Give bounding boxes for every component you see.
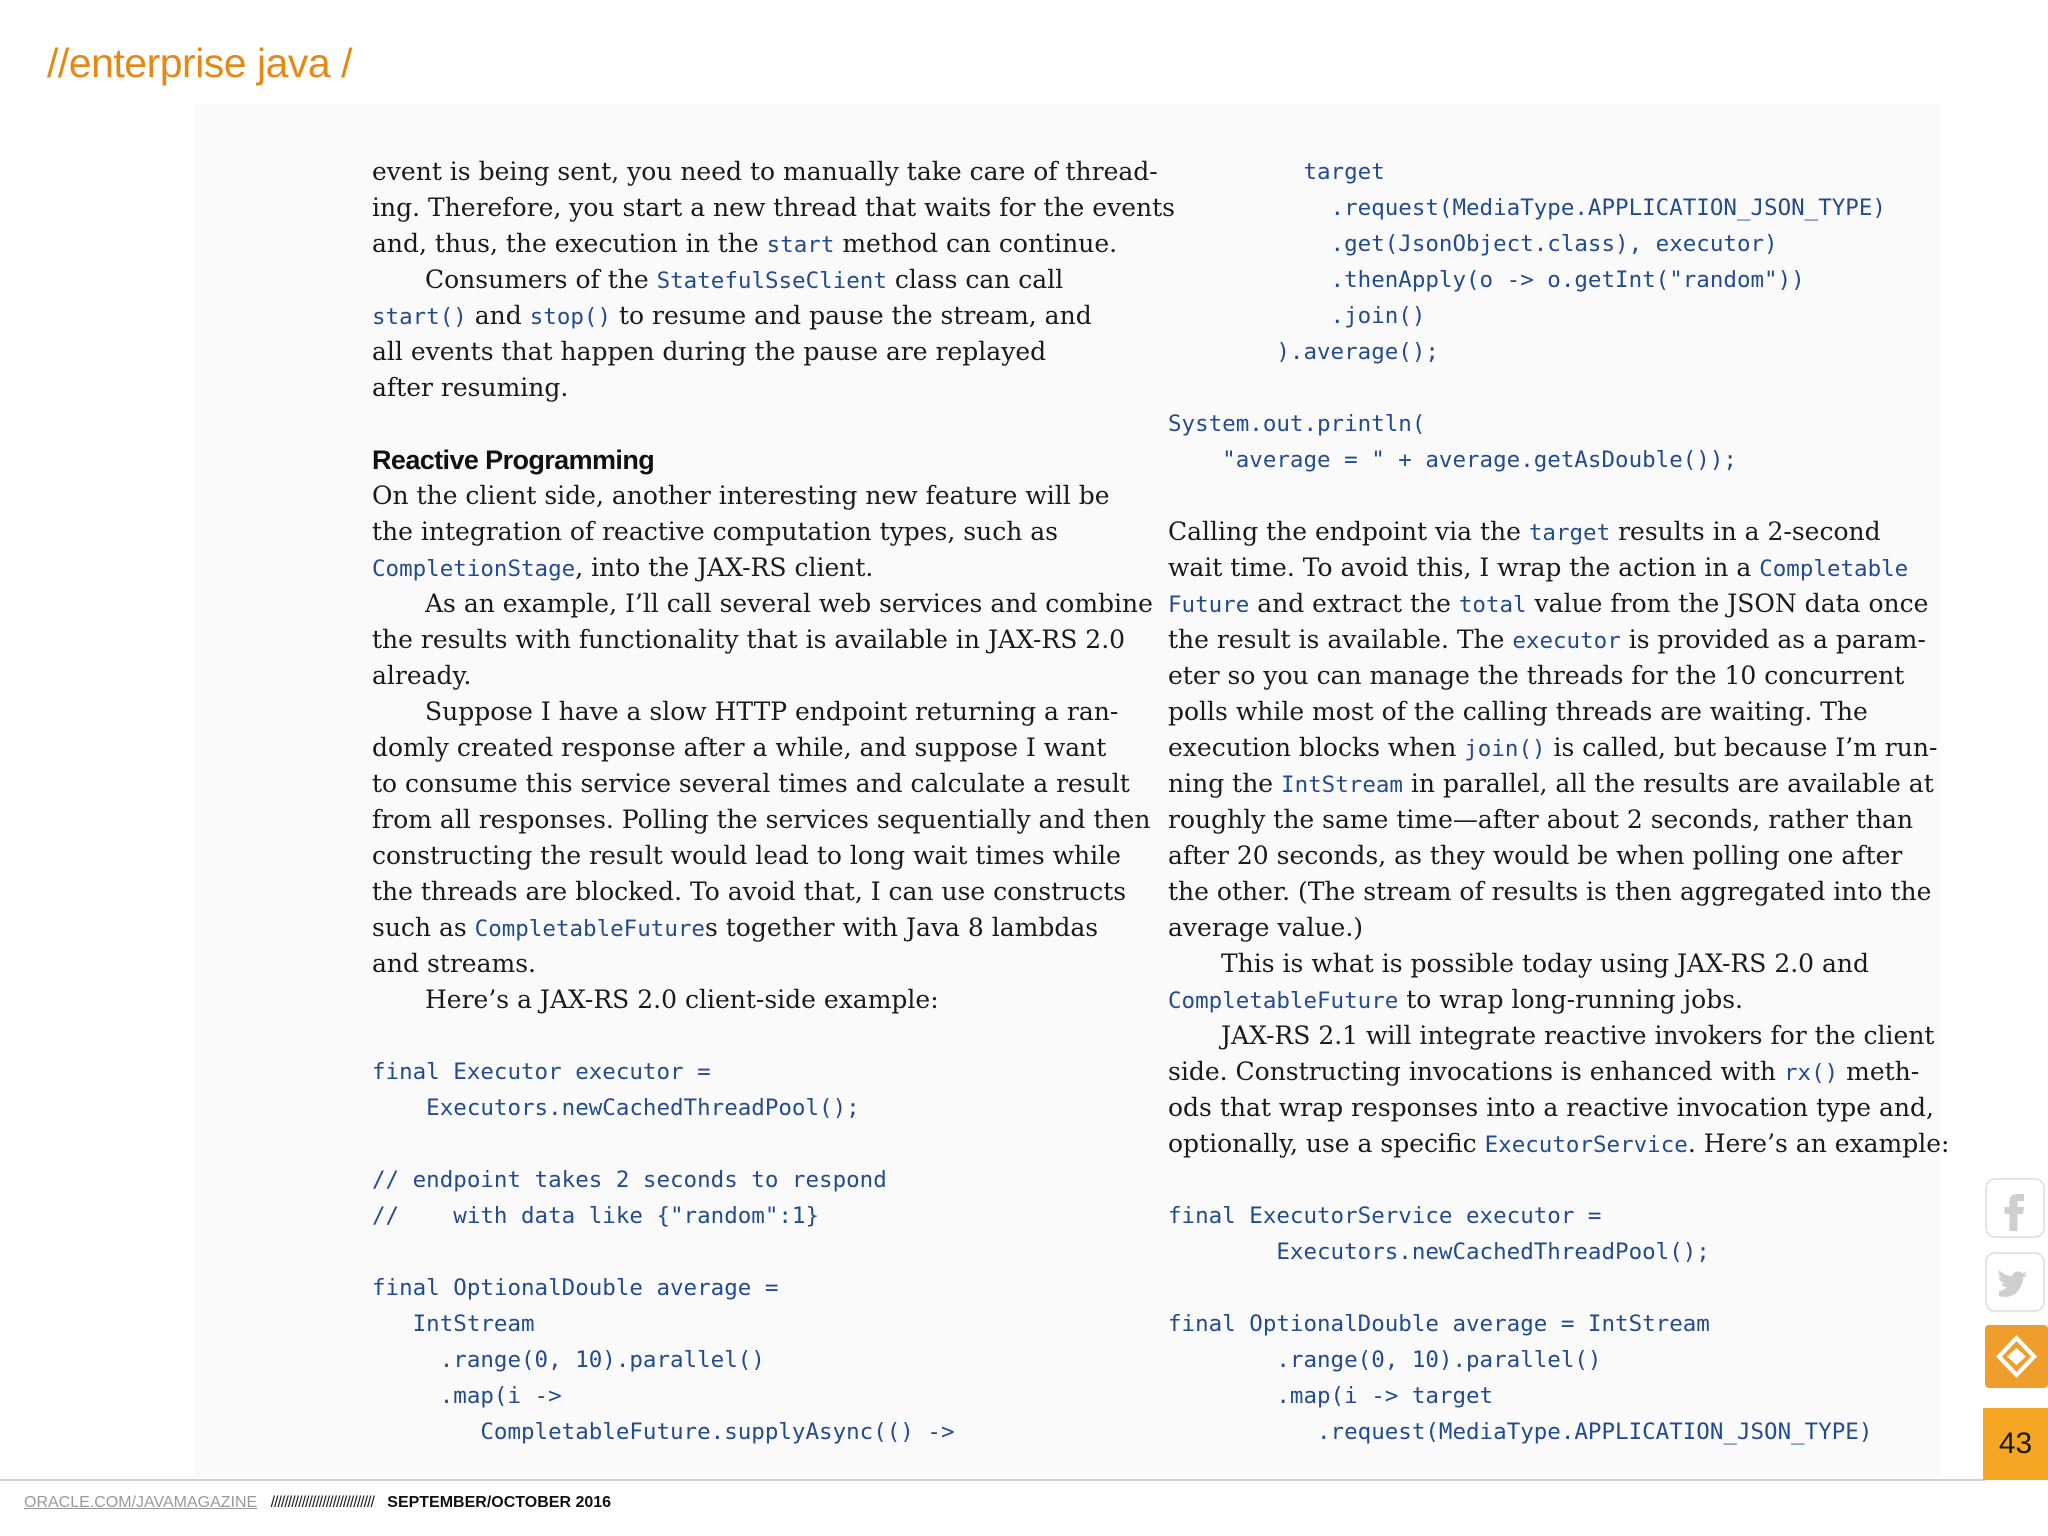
facebook-share-button[interactable] — [1985, 1178, 2045, 1238]
text-line: already. — [372, 661, 472, 690]
text-line: after 20 seconds, as they would be when polling one after — [1168, 841, 1903, 870]
text-line: such as CompletableFutures together with Java 8 lambdas — [372, 913, 1099, 942]
text-line: from all responses. Polling the services sequentially and then — [372, 805, 1151, 834]
code-line: .map(i -> target — [1168, 1383, 1494, 1409]
code-line: .join() — [1168, 303, 1426, 329]
page-number: 43 — [1983, 1408, 2048, 1480]
facebook-icon — [1987, 1180, 2043, 1236]
inline-code: CompletableFuture — [474, 916, 705, 942]
text-line: Suppose I have a slow HTTP endpoint returning a ran- — [425, 697, 1119, 726]
text-line: Calling the endpoint via the target results in a 2-second — [1168, 517, 1881, 546]
inline-code: IntStream — [1281, 772, 1403, 798]
code-line: target — [1168, 159, 1385, 185]
inline-code: Completable — [1759, 556, 1909, 582]
footer — [24, 1494, 611, 1512]
text-line: wait time. To avoid this, I wrap the action in a Completable — [1168, 553, 1909, 582]
code-line — [372, 1126, 1132, 1162]
text-line: average value.) — [1168, 913, 1364, 942]
twitter-share-button[interactable] — [1985, 1252, 2045, 1312]
text-line: the integration of reactive computation types, such as — [372, 517, 1058, 546]
inline-code: target — [1528, 520, 1611, 546]
text-line: CompletableFuture to wrap long-running jobs. — [1168, 985, 1743, 1014]
footer-rule-slashes: ////////////////////////////// — [270, 1494, 374, 1511]
text-line: constructing the result would lead to long wait times while — [372, 841, 1121, 870]
code-line: // endpoint takes 2 seconds to respond — [372, 1167, 887, 1193]
site-link[interactable]: ORACLE.COM/JAVAMAGAZINE — [24, 1494, 258, 1511]
text-line: eter so you can manage the threads for the 10 concurrent — [1168, 661, 1905, 690]
text-line: ods that wrap responses into a reactive invocation type and, — [1168, 1093, 1934, 1122]
text-line: the result is available. The executor is provided as a param- — [1168, 625, 1926, 654]
issue-date: SEPTEMBER/OCTOBER 2016 — [387, 1494, 612, 1511]
section-heading: Reactive Programming — [372, 445, 655, 475]
code-line: final OptionalDouble average = IntStream — [1168, 1311, 1710, 1337]
text-line: ing. Therefore, you start a new thread that waits for the events — [372, 193, 1175, 222]
inline-code: Future — [1168, 592, 1250, 618]
inline-code: StatefulSseClient — [656, 268, 887, 294]
email-icon — [1985, 1325, 2048, 1388]
text-line: the other. (The stream of results is then aggregated into the — [1168, 877, 1932, 906]
email-share-button[interactable] — [1985, 1325, 2048, 1388]
text-line: roughly the same time—after about 2 seconds, rather than — [1168, 805, 1914, 834]
inline-code: join() — [1464, 736, 1546, 762]
code-line: "average = " + average.getAsDouble()); — [1168, 447, 1737, 473]
code-line: ).average(); — [1168, 339, 1439, 365]
text-line: polls while most of the calling threads are waiting. The — [1168, 697, 1868, 726]
text-line: event is being sent, you need to manually take care of thread- — [372, 157, 1158, 186]
code-line: .range(0, 10).parallel() — [1168, 1347, 1602, 1373]
inline-code: ExecutorService — [1484, 1132, 1688, 1158]
right-column — [1168, 154, 1950, 1450]
left-column — [372, 154, 1175, 1450]
code-line — [1168, 370, 1938, 406]
code-line: Executors.newCachedThreadPool(); — [372, 1095, 860, 1121]
text-line: This is what is possible today using JAX-RS 2.0 and — [1221, 949, 1870, 978]
text-line: execution blocks when join() is called, but because I’m run- — [1168, 733, 1938, 762]
code-block — [1168, 154, 1938, 478]
inline-code: executor — [1512, 628, 1621, 654]
text-line: Consumers of the StatefulSseClient class can call — [425, 265, 1064, 294]
text-line: Here’s a JAX-RS 2.0 client-side example: — [425, 985, 939, 1014]
code-line — [372, 1234, 1132, 1270]
code-block — [372, 1054, 1132, 1450]
code-line: CompletableFuture.supplyAsync(() -> — [372, 1419, 955, 1445]
text-line: optionally, use a specific ExecutorService. Here’s an example: — [1168, 1129, 1950, 1158]
text-line: On the client side, another interesting new feature will be — [372, 481, 1110, 510]
text-line: ning the IntStream in parallel, all the results are available at — [1168, 769, 1934, 798]
text-line: the results with functionality that is available in JAX-RS 2.0 — [372, 625, 1126, 654]
code-line: // with data like {"random":1} — [372, 1203, 820, 1229]
code-line: .request(MediaType.APPLICATION_JSON_TYPE) — [1168, 195, 1886, 221]
section-title: //enterprise java / — [47, 40, 352, 86]
code-line — [1168, 1270, 1938, 1306]
inline-code: CompletionStage — [372, 556, 576, 582]
text-line: the threads are blocked. To avoid that, I can use constructs — [372, 877, 1127, 906]
inline-code: total — [1458, 592, 1527, 618]
text-line: side. Constructing invocations is enhanced with rx() meth- — [1168, 1057, 1920, 1086]
text-line: JAX-RS 2.1 will integrate reactive invokers for the client — [1221, 1021, 1935, 1050]
code-block — [1168, 1198, 1938, 1450]
text-line: and streams. — [372, 949, 536, 978]
code-line: System.out.println( — [1168, 411, 1426, 437]
inline-code: start — [766, 232, 835, 258]
code-line: .request(MediaType.APPLICATION_JSON_TYPE) — [1168, 1419, 1873, 1445]
code-line: .thenApply(o -> o.getInt("random")) — [1168, 267, 1805, 293]
text-line: Future and extract the total value from the JSON data once — [1168, 589, 1929, 618]
inline-code: rx() — [1783, 1060, 1839, 1086]
inline-code: CompletableFuture — [1168, 988, 1399, 1014]
code-line: final Executor executor = — [372, 1059, 711, 1085]
inline-code: stop() — [529, 304, 612, 330]
text-line: CompletionStage, into the JAX-RS client. — [372, 553, 874, 582]
code-line: final OptionalDouble average = — [372, 1275, 779, 1301]
inline-code: start() — [372, 304, 467, 330]
code-line: final ExecutorService executor = — [1168, 1203, 1602, 1229]
twitter-icon — [1987, 1254, 2043, 1310]
text-line: after resuming. — [372, 373, 569, 402]
code-line: Executors.newCachedThreadPool(); — [1168, 1239, 1710, 1265]
code-line: IntStream — [372, 1311, 535, 1337]
code-line: .range(0, 10).parallel() — [372, 1347, 765, 1373]
text-line: to consume this service several times and calculate a result — [372, 769, 1130, 798]
text-line: domly created response after a while, and suppose I want — [372, 733, 1107, 762]
footer-divider — [0, 1479, 1985, 1481]
text-line: and, thus, the execution in the start method can continue. — [372, 229, 1118, 258]
code-line: .get(JsonObject.class), executor) — [1168, 231, 1778, 257]
text-line: all events that happen during the pause are replayed — [372, 337, 1047, 366]
code-line: .map(i -> — [372, 1383, 562, 1409]
text-line: start() and stop() to resume and pause the stream, and — [372, 301, 1092, 330]
text-line: As an example, I’ll call several web services and combine — [425, 589, 1153, 618]
